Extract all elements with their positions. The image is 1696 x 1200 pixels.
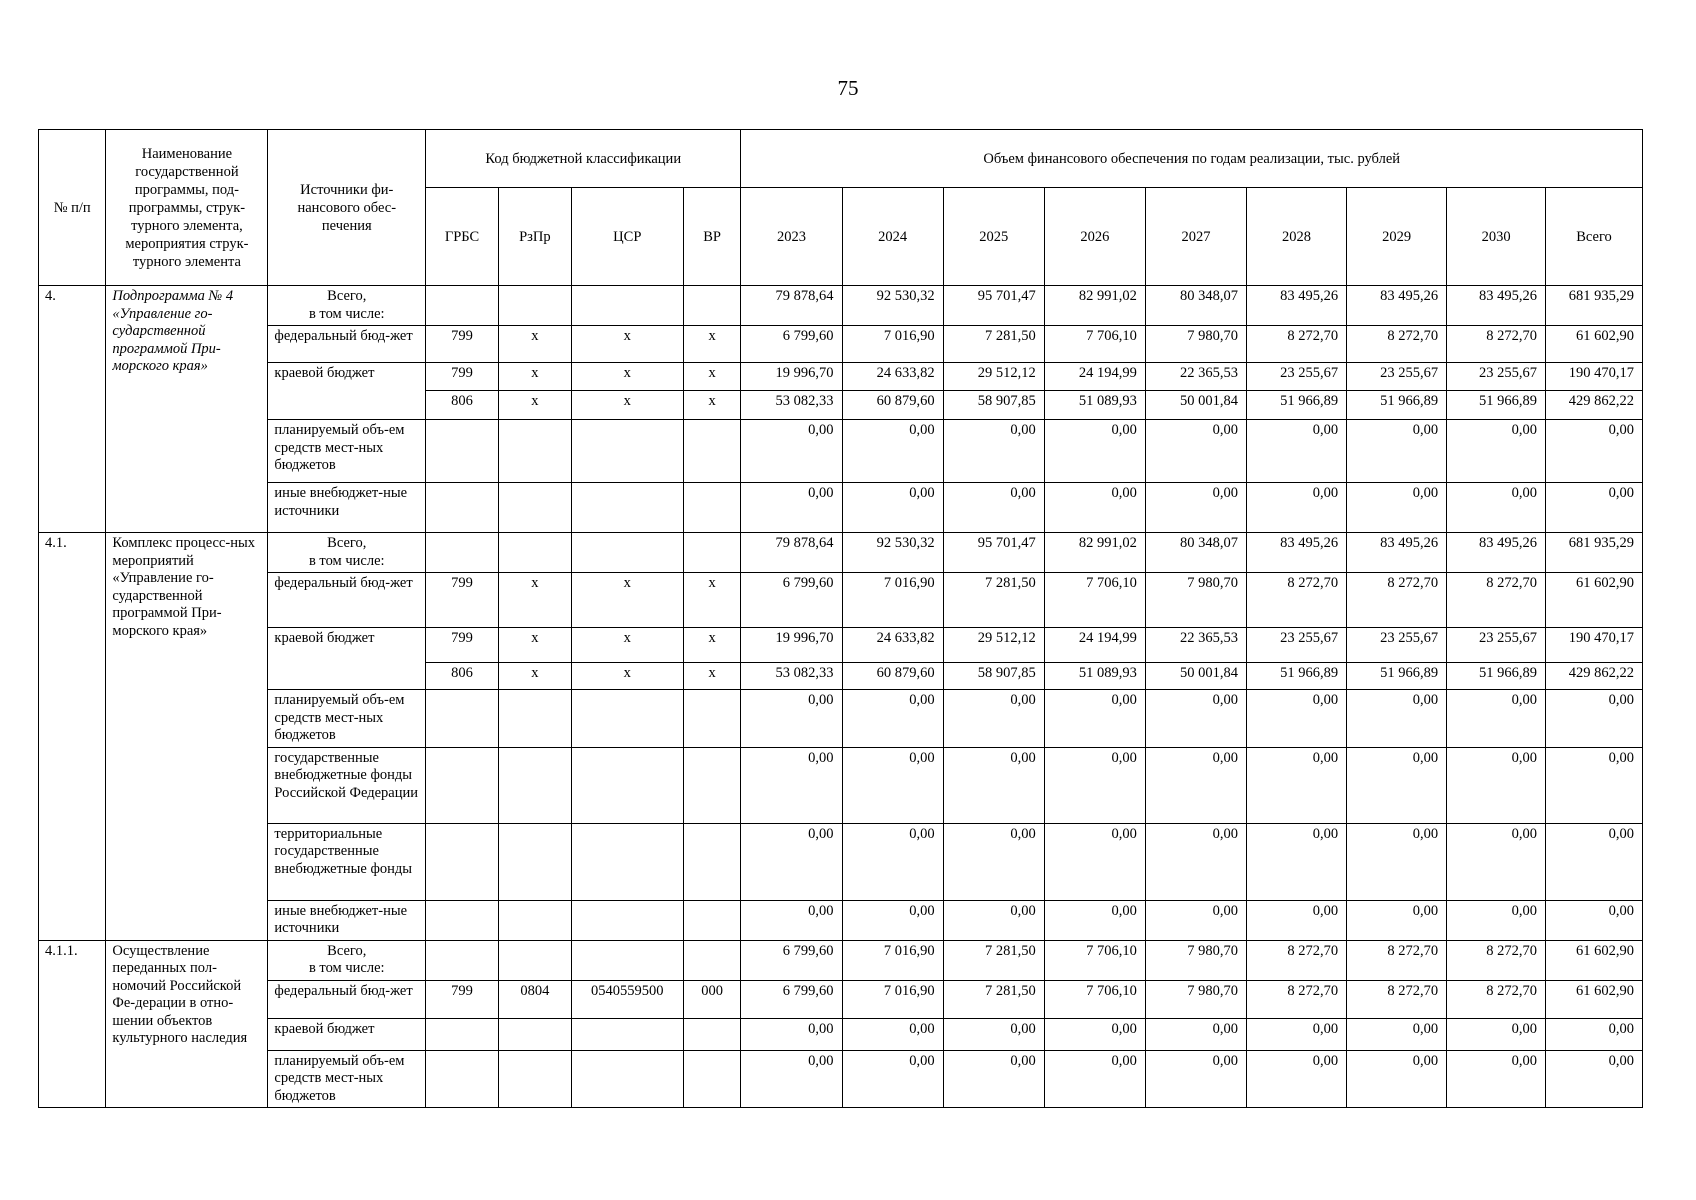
value-cell: 51 089,93	[1044, 663, 1145, 690]
value-cell: 61 602,90	[1546, 573, 1643, 628]
value-cell: 7 016,90	[842, 980, 943, 1018]
header-2024: 2024	[842, 188, 943, 286]
table-row	[39, 420, 1643, 483]
value-cell: 0,00	[1546, 420, 1643, 483]
table-row	[39, 326, 1643, 363]
financing-table	[38, 129, 1643, 1108]
value-cell: 8 272,70	[1447, 980, 1546, 1018]
value-cell: 23 255,67	[1247, 363, 1347, 391]
grbs-cell: 799	[426, 573, 499, 628]
value-cell: 6 799,60	[741, 326, 842, 363]
value-cell: 8 272,70	[1447, 573, 1546, 628]
value-cell: 80 348,07	[1145, 286, 1246, 326]
value-cell: 95 701,47	[943, 286, 1044, 326]
header-2027: 2027	[1145, 188, 1246, 286]
value-cell: 429 862,22	[1546, 391, 1643, 420]
value-cell: 23 255,67	[1447, 363, 1546, 391]
header-2028: 2028	[1247, 188, 1347, 286]
value-cell: 7 980,70	[1145, 940, 1246, 980]
value-cell: 7 980,70	[1145, 980, 1246, 1018]
value-cell: 0,00	[842, 1018, 943, 1050]
value-cell: 83 495,26	[1347, 533, 1447, 573]
value-cell: 0,00	[1546, 690, 1643, 748]
source-local: планируемый объ-ем средств мест-ных бюджетов	[268, 1050, 426, 1108]
value-cell: 24 194,99	[1044, 628, 1145, 663]
grbs-cell: 799	[426, 363, 499, 391]
value-cell: 29 512,12	[943, 628, 1044, 663]
table-row	[39, 533, 1643, 573]
value-cell: 0,00	[1546, 1018, 1643, 1050]
value-cell: 0,00	[1044, 747, 1145, 823]
value-cell: 0,00	[741, 823, 842, 900]
value-cell: 83 495,26	[1347, 286, 1447, 326]
source-federal: федеральный бюд-жет	[268, 326, 426, 363]
value-cell: 51 089,93	[1044, 391, 1145, 420]
value-cell: 0,00	[1247, 1018, 1347, 1050]
header-sources: Источники фи-нансового обес-печения	[268, 130, 426, 286]
source-local: планируемый объ-ем средств мест-ных бюджетов	[268, 420, 426, 483]
value-cell: 0,00	[741, 690, 842, 748]
header-grbs: ГРБС	[426, 188, 499, 286]
value-cell: 0,00	[1044, 900, 1145, 940]
value-cell: 0,00	[741, 747, 842, 823]
value-cell: 95 701,47	[943, 533, 1044, 573]
value-cell: 6 799,60	[741, 940, 842, 980]
value-cell: 0,00	[1546, 900, 1643, 940]
value-cell: 60 879,60	[842, 663, 943, 690]
rzpr-cell: x	[498, 628, 571, 663]
value-cell: 190 470,17	[1546, 363, 1643, 391]
source-kraevoy: краевой бюджет	[268, 363, 426, 391]
value-cell: 0,00	[741, 900, 842, 940]
value-cell: 22 365,53	[1145, 363, 1246, 391]
value-cell: 7 016,90	[842, 326, 943, 363]
value-cell: 8 272,70	[1247, 940, 1347, 980]
csr-cell: x	[571, 573, 683, 628]
value-cell: 0,00	[1247, 1050, 1347, 1108]
value-cell: 51 966,89	[1347, 391, 1447, 420]
value-cell: 0,00	[1145, 747, 1246, 823]
table-row	[39, 747, 1643, 823]
table-row	[39, 980, 1643, 1018]
value-cell: 0,00	[1447, 483, 1546, 533]
table-row	[39, 1018, 1643, 1050]
row-name: Подпрограмма № 4 «Управление го-сударственной программой При-морского края»	[106, 286, 268, 533]
value-cell: 0,00	[1447, 1018, 1546, 1050]
value-cell: 19 996,70	[741, 363, 842, 391]
value-cell: 0,00	[741, 1050, 842, 1108]
value-cell: 7 281,50	[943, 326, 1044, 363]
row-num: 4.1.	[39, 533, 106, 941]
value-cell: 0,00	[1347, 483, 1447, 533]
value-cell: 8 272,70	[1347, 326, 1447, 363]
grbs-cell: 806	[426, 391, 499, 420]
row-name: Осуществление переданных пол-номочий Российской Фе-дерации в отно-шении объектов культурного наследия	[106, 940, 268, 1108]
value-cell: 80 348,07	[1145, 533, 1246, 573]
value-cell: 8 272,70	[1347, 940, 1447, 980]
value-cell: 0,00	[1247, 690, 1347, 748]
value-cell: 0,00	[1044, 420, 1145, 483]
value-cell: 23 255,67	[1347, 363, 1447, 391]
value-cell: 24 633,82	[842, 363, 943, 391]
source-total: Всего, в том числе:	[268, 286, 426, 326]
value-cell: 190 470,17	[1546, 628, 1643, 663]
source-local: планируемый объ-ем средств мест-ных бюджетов	[268, 690, 426, 748]
vr-cell: 000	[683, 980, 741, 1018]
value-cell: 7 281,50	[943, 940, 1044, 980]
value-cell: 7 980,70	[1145, 326, 1246, 363]
value-cell: 0,00	[1145, 420, 1246, 483]
header-num: № п/п	[39, 130, 106, 286]
value-cell: 0,00	[842, 747, 943, 823]
page-number: 75	[837, 76, 859, 100]
rzpr-cell: x	[498, 663, 571, 690]
row-name: Комплекс процесс-ных мероприятий «Управление го-сударственной программой При-морского края»	[106, 533, 268, 941]
value-cell: 0,00	[1145, 900, 1246, 940]
value-cell: 82 991,02	[1044, 286, 1145, 326]
value-cell: 6 799,60	[741, 980, 842, 1018]
value-cell: 24 633,82	[842, 628, 943, 663]
value-cell: 0,00	[1347, 420, 1447, 483]
source-kraevoy: краевой бюджет	[268, 628, 426, 663]
csr-cell: x	[571, 628, 683, 663]
value-cell: 0,00	[943, 1050, 1044, 1108]
value-cell: 7 016,90	[842, 573, 943, 628]
value-cell: 29 512,12	[943, 363, 1044, 391]
value-cell: 0,00	[1145, 823, 1246, 900]
vr-cell: x	[683, 391, 741, 420]
value-cell: 19 996,70	[741, 628, 842, 663]
header-total: Всего	[1546, 188, 1643, 286]
value-cell: 92 530,32	[842, 286, 943, 326]
value-cell: 0,00	[741, 1018, 842, 1050]
value-cell: 0,00	[1347, 747, 1447, 823]
table-row	[39, 286, 1643, 326]
value-cell: 23 255,67	[1247, 628, 1347, 663]
source-state-funds: государственные внебюджетные фонды Российской Федерации	[268, 747, 426, 823]
value-cell: 0,00	[1247, 420, 1347, 483]
value-cell: 0,00	[1347, 900, 1447, 940]
value-cell: 0,00	[1447, 747, 1546, 823]
value-cell: 51 966,89	[1247, 663, 1347, 690]
value-cell: 0,00	[1145, 690, 1246, 748]
header-2025: 2025	[943, 188, 1044, 286]
rzpr-cell: x	[498, 326, 571, 363]
value-cell: 0,00	[842, 823, 943, 900]
value-cell: 7 706,10	[1044, 940, 1145, 980]
source-total: Всего, в том числе:	[268, 940, 426, 980]
value-cell: 681 935,29	[1546, 286, 1643, 326]
source-territorial-funds: территориальные государственные внебюджетные фонды	[268, 823, 426, 900]
value-cell: 0,00	[1044, 1050, 1145, 1108]
value-cell: 51 966,89	[1447, 391, 1546, 420]
value-cell: 83 495,26	[1447, 533, 1546, 573]
value-cell: 8 272,70	[1247, 980, 1347, 1018]
value-cell: 58 907,85	[943, 391, 1044, 420]
value-cell: 0,00	[1347, 690, 1447, 748]
value-cell: 22 365,53	[1145, 628, 1246, 663]
value-cell: 0,00	[1044, 690, 1145, 748]
value-cell: 0,00	[943, 747, 1044, 823]
value-cell: 51 966,89	[1247, 391, 1347, 420]
vr-cell: x	[683, 573, 741, 628]
vr-cell: x	[683, 363, 741, 391]
value-cell: 7 281,50	[943, 980, 1044, 1018]
value-cell: 0,00	[1447, 1050, 1546, 1108]
value-cell: 83 495,26	[1247, 286, 1347, 326]
header-rzpr: РзПр	[498, 188, 571, 286]
value-cell: 0,00	[943, 900, 1044, 940]
header-name: Наименование государственной программы, под-программы, струк-турного элемента, мероприятия струк-турного элемента	[106, 130, 268, 286]
value-cell: 0,00	[741, 420, 842, 483]
value-cell: 0,00	[1247, 747, 1347, 823]
grbs-cell: 799	[426, 980, 499, 1018]
value-cell: 0,00	[741, 483, 842, 533]
table-row	[39, 483, 1643, 533]
value-cell: 8 272,70	[1347, 573, 1447, 628]
value-cell: 0,00	[1044, 1018, 1145, 1050]
vr-cell: x	[683, 326, 741, 363]
header-kbk: Код бюджетной классификации	[426, 130, 741, 188]
value-cell: 60 879,60	[842, 391, 943, 420]
source-other: иные внебюджет-ные источники	[268, 900, 426, 940]
vr-cell: x	[683, 628, 741, 663]
header-2026: 2026	[1044, 188, 1145, 286]
grbs-cell: 806	[426, 663, 499, 690]
row-num: 4.	[39, 286, 106, 533]
value-cell: 8 272,70	[1247, 573, 1347, 628]
source-kraevoy: краевой бюджет	[268, 1018, 426, 1050]
csr-cell: x	[571, 391, 683, 420]
value-cell: 0,00	[1447, 823, 1546, 900]
value-cell: 24 194,99	[1044, 363, 1145, 391]
value-cell: 92 530,32	[842, 533, 943, 573]
value-cell: 7 281,50	[943, 573, 1044, 628]
header-2023: 2023	[741, 188, 842, 286]
source-other: иные внебюджет-ные источники	[268, 483, 426, 533]
value-cell: 0,00	[842, 900, 943, 940]
table-row	[39, 573, 1643, 628]
value-cell: 0,00	[1247, 823, 1347, 900]
value-cell: 50 001,84	[1145, 663, 1246, 690]
value-cell: 0,00	[842, 1050, 943, 1108]
value-cell: 0,00	[1145, 1050, 1246, 1108]
value-cell: 6 799,60	[741, 573, 842, 628]
table-row	[39, 690, 1643, 748]
value-cell: 0,00	[1546, 1050, 1643, 1108]
value-cell: 50 001,84	[1145, 391, 1246, 420]
value-cell: 0,00	[842, 420, 943, 483]
csr-cell: x	[571, 326, 683, 363]
rzpr-cell: x	[498, 391, 571, 420]
table-row	[39, 391, 1643, 420]
rzpr-cell: 0804	[498, 980, 571, 1018]
source-total: Всего, в том числе:	[268, 533, 426, 573]
value-cell: 7 016,90	[842, 940, 943, 980]
value-cell: 61 602,90	[1546, 326, 1643, 363]
source-federal: федеральный бюд-жет	[268, 980, 426, 1018]
source-federal: федеральный бюд-жет	[268, 573, 426, 628]
value-cell: 7 706,10	[1044, 573, 1145, 628]
header-volume: Объем финансового обеспечения по годам реализации, тыс. рублей	[741, 130, 1643, 188]
value-cell: 0,00	[1347, 1050, 1447, 1108]
grbs-cell: 799	[426, 326, 499, 363]
csr-cell: 0540559500	[571, 980, 683, 1018]
value-cell: 681 935,29	[1546, 533, 1643, 573]
row-num: 4.1.1.	[39, 940, 106, 1108]
value-cell: 0,00	[1447, 420, 1546, 483]
value-cell: 0,00	[1247, 900, 1347, 940]
table-row	[39, 940, 1643, 980]
value-cell: 51 966,89	[1347, 663, 1447, 690]
value-cell: 82 991,02	[1044, 533, 1145, 573]
header-vr: ВР	[683, 188, 741, 286]
header-2030: 2030	[1447, 188, 1546, 286]
table-row	[39, 363, 1643, 391]
value-cell: 0,00	[943, 690, 1044, 748]
grbs-cell: 799	[426, 628, 499, 663]
csr-cell: x	[571, 363, 683, 391]
value-cell: 61 602,90	[1546, 940, 1643, 980]
value-cell: 0,00	[1347, 1018, 1447, 1050]
table-row	[39, 663, 1643, 690]
table-row	[39, 823, 1643, 900]
value-cell: 79 878,64	[741, 286, 842, 326]
header-2029: 2029	[1347, 188, 1447, 286]
value-cell: 0,00	[842, 690, 943, 748]
table-row	[39, 628, 1643, 663]
value-cell: 7 980,70	[1145, 573, 1246, 628]
value-cell: 8 272,70	[1447, 940, 1546, 980]
table-row	[39, 900, 1643, 940]
value-cell: 0,00	[1447, 690, 1546, 748]
value-cell: 79 878,64	[741, 533, 842, 573]
value-cell: 0,00	[943, 823, 1044, 900]
value-cell: 51 966,89	[1447, 663, 1546, 690]
value-cell: 0,00	[1447, 900, 1546, 940]
value-cell: 8 272,70	[1347, 980, 1447, 1018]
value-cell: 0,00	[943, 1018, 1044, 1050]
rzpr-cell: x	[498, 363, 571, 391]
value-cell: 8 272,70	[1247, 326, 1347, 363]
value-cell: 0,00	[1546, 747, 1643, 823]
value-cell: 0,00	[1145, 483, 1246, 533]
vr-cell: x	[683, 663, 741, 690]
value-cell: 0,00	[1347, 823, 1447, 900]
header-csr: ЦСР	[571, 188, 683, 286]
value-cell: 0,00	[1247, 483, 1347, 533]
value-cell: 83 495,26	[1247, 533, 1347, 573]
value-cell: 61 602,90	[1546, 980, 1643, 1018]
value-cell: 23 255,67	[1347, 628, 1447, 663]
csr-cell: x	[571, 663, 683, 690]
value-cell: 23 255,67	[1447, 628, 1546, 663]
value-cell: 0,00	[1145, 1018, 1246, 1050]
value-cell: 58 907,85	[943, 663, 1044, 690]
value-cell: 429 862,22	[1546, 663, 1643, 690]
value-cell: 0,00	[943, 483, 1044, 533]
value-cell: 53 082,33	[741, 391, 842, 420]
value-cell: 0,00	[1044, 823, 1145, 900]
value-cell: 83 495,26	[1447, 286, 1546, 326]
value-cell: 8 272,70	[1447, 326, 1546, 363]
value-cell: 53 082,33	[741, 663, 842, 690]
table-row	[39, 1050, 1643, 1108]
value-cell: 7 706,10	[1044, 326, 1145, 363]
rzpr-cell: x	[498, 573, 571, 628]
value-cell: 0,00	[1044, 483, 1145, 533]
value-cell: 0,00	[943, 420, 1044, 483]
value-cell: 7 706,10	[1044, 980, 1145, 1018]
value-cell: 0,00	[1546, 823, 1643, 900]
value-cell: 0,00	[842, 483, 943, 533]
value-cell: 0,00	[1546, 483, 1643, 533]
